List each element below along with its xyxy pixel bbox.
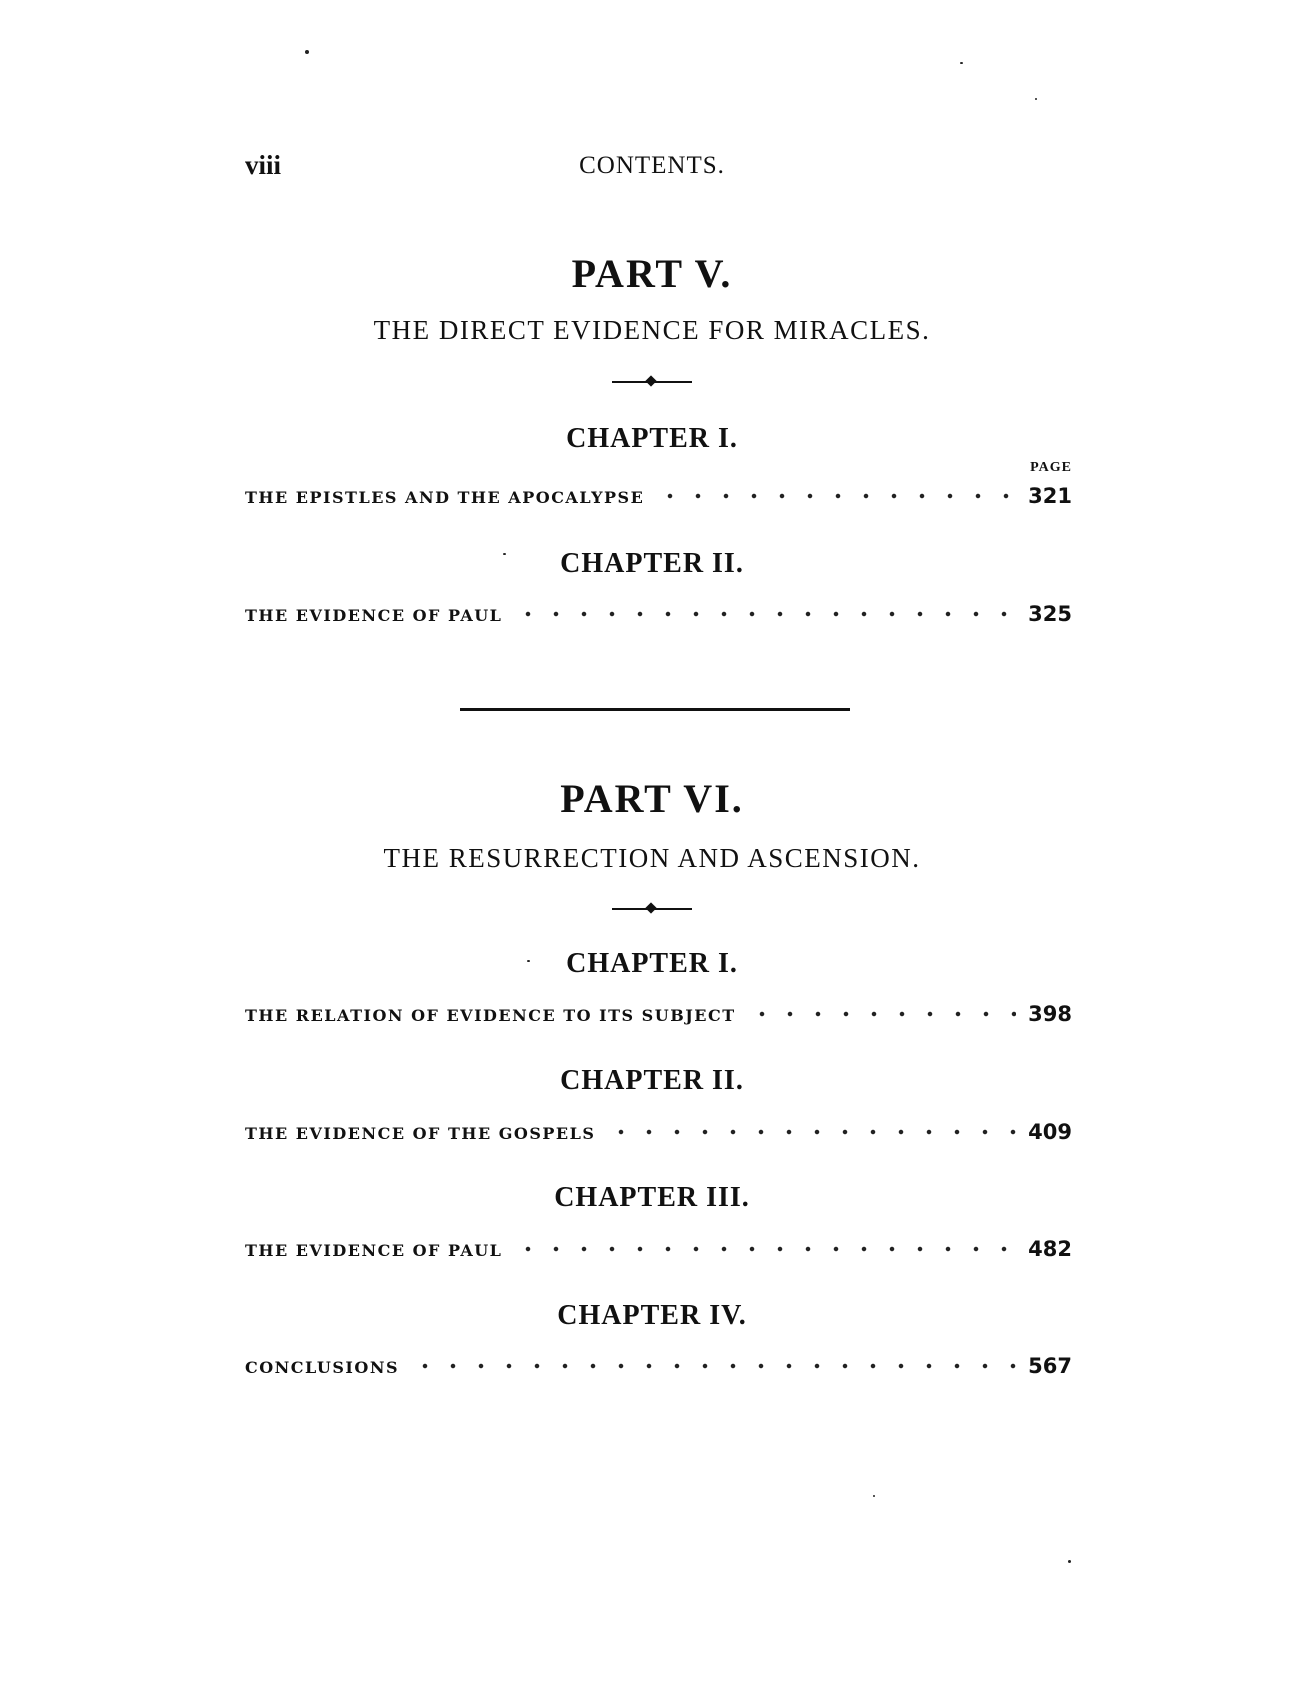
scan-speck [503,553,506,555]
toc-entry-page: 321 [1028,484,1072,508]
toc-entry-title: THE EVIDENCE OF PAUL [245,606,503,625]
toc-entry[interactable] [245,1237,1072,1261]
toc-entry-title: CONCLUSIONS [245,1358,400,1377]
ornament-divider [612,902,692,916]
scan-speck [1035,98,1037,100]
toc-entry[interactable] [245,484,1072,508]
toc-entry-page: 567 [1028,1354,1072,1378]
chapter-heading: CHAPTER II. [560,548,744,579]
part-title: PART VI. [560,776,744,821]
chapter-heading: CHAPTER I. [566,423,738,454]
dot-leader [656,493,1016,499]
toc-entry-page: 398 [1028,1002,1072,1026]
scan-speck [305,50,309,54]
scan-speck [873,1495,875,1497]
toc-entry-title: THE EVIDENCE OF THE GOSPELS [245,1124,596,1143]
dot-leader [748,1011,1017,1017]
scan-speck [1068,1560,1071,1563]
page-folio: viii [245,150,282,180]
dot-leader [514,1246,1016,1252]
scan-speck [960,62,963,64]
toc-entry[interactable] [245,1354,1072,1378]
toc-entry-title: THE EPISTLES AND THE APOCALYPSE [245,488,645,507]
page-column-label: PAGE [1030,460,1072,475]
part-subtitle: THE DIRECT EVIDENCE FOR MIRACLES. [373,315,931,345]
chapter-heading: CHAPTER III. [554,1182,750,1213]
dot-leader [607,1129,1016,1135]
chapter-heading: CHAPTER I. [566,948,738,979]
toc-entry-page: 409 [1028,1120,1072,1144]
toc-entry[interactable] [245,602,1072,626]
part-title: PART V. [571,251,733,296]
dot-leader [514,611,1016,617]
part-divider-rule [460,708,850,711]
toc-entry-title: THE EVIDENCE OF PAUL [245,1241,503,1260]
toc-entry[interactable] [245,1002,1072,1026]
scan-speck [527,960,530,962]
dot-leader [411,1363,1016,1369]
chapter-heading: CHAPTER IV. [557,1300,747,1331]
toc-entry[interactable] [245,1120,1072,1144]
toc-entry-page: 325 [1028,602,1072,626]
chapter-heading: CHAPTER II. [560,1065,744,1096]
part-subtitle: THE RESURRECTION AND ASCENSION. [383,843,921,873]
running-head-title: CONTENTS. [579,152,725,179]
ornament-divider [612,375,692,389]
toc-entry-page: 482 [1028,1237,1072,1261]
toc-entry-title: THE RELATION OF EVIDENCE TO ITS SUBJECT [245,1006,736,1025]
